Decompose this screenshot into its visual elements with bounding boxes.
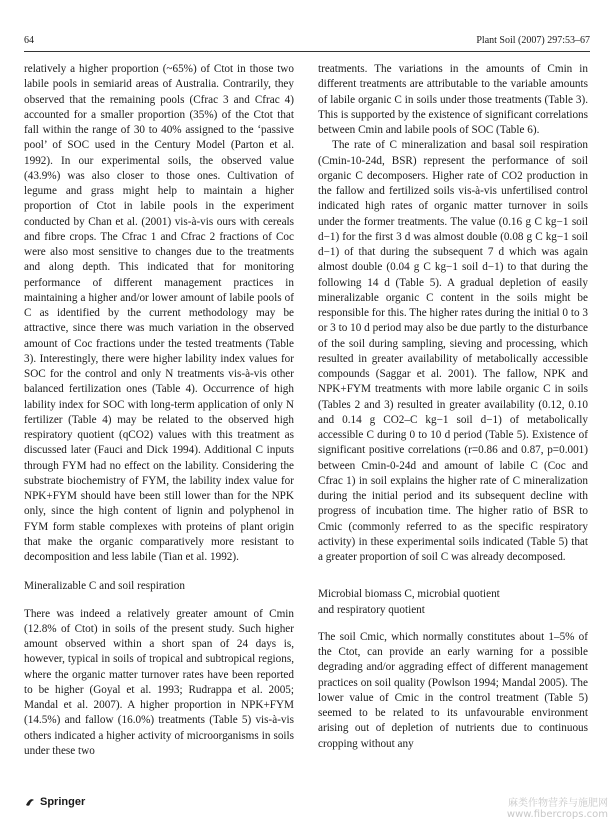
publisher-footer <box>24 796 85 808</box>
watermark-title: 麻类作物营养与施肥网 <box>508 798 608 809</box>
page-number: 64 <box>24 35 34 46</box>
section-heading: Microbial biomass C, microbial quotient <box>318 588 500 601</box>
header-rule <box>24 51 590 52</box>
section-heading: Mineralizable C and soil respiration <box>24 580 185 593</box>
section-heading: and respiratory quotient <box>318 603 425 616</box>
paragraph: There was indeed a relatively greater amount of Cmin (12.8% of Ctot) in soils of the present study. Such higher amount observed within a short span of 24 days is, however, typical in soils of tropical and subtropical regions, where the organic matter turnover rates have been reported to be higher (Goyal et al. 1993; Rudrappa et al. 2005; Mandal et al. 2007). A higher proportion in NPK+FYM (14.5%) and fallow (16.0%) treatments (Table 5) vis-à-vis others indicated a higher activity of microorganisms in soils under these two <box>24 607 294 757</box>
paragraph: The soil Cmic, which normally constitutes about 1–5% of the Ctot, can provide an early warning for a possible degrading and/or aggrading effect of different management practices on soil quality (Powlson 1994; Mandal 2005). The lower value of Cmic in the control treatment (Table 5) seemed to be related to its unfavourable environment arising out of depletion of nutrients due to continuous cropping without any <box>318 630 588 750</box>
watermark-url: www.fibercrops.com <box>506 809 608 820</box>
journal-citation: Plant Soil (2007) 297:53–67 <box>476 35 590 46</box>
left-column <box>24 62 294 759</box>
paragraph: The rate of C mineralization and basal soil respiration (Cmin-10-24d, BSR) represent the performance of soil organic C decomposers. Higher rate of CO2 production in the fallow and fertilized soils vis-à-vis unfertilised control indicated high rates of organic matter turnover in soils under the former treatments. The value (0.16 g C kg−1 soil d−1) for the first 3 d was almost double (0.08 g C kg−1 soil d−1) of that during the subsequent 7 d which was again almost double (0.04 g C kg−1 soil d−1) to that during the following 14 d (Table 5). A gradual depletion of easily mineralizable organic C content in the soils might be responsible for this. The higher rates during the initial 0 to 3 or 3 to 10 d period may also be due partly to the disturbance of the soil during sampling, sieving and processing, which resulted in greater availability of metabolically accessible compounds (Saggar et al. 2001). The fallow, NPK and NPK+FYM treatments with more labile organic C in soils (Tables 2 and 3) resulted in greater availability (0.12, 0.10 and 0.14 g CO2–C kg−1 soil d−1) of metabolically accessible C during 0 to 10 d period (Table 5). Existence of significant positive correlations (r=0.86 and 0.87, p=0.001) between Cmin-0-24d and amount of labile C (Coc and Cfrac 1) in soil explains the higher rate of C mineralization during the initial period and its subsequent decline with progress of incubation time. The higher ratio of BSR to Cmic (commonly referred to as the specific respiratory activity) in these experimental soils indicated (Table 5) that a greater proportion of soil C was already decomposed. <box>318 139 588 563</box>
paragraph: relatively a higher proportion (~65%) of Ctot in those two labile pools in semiarid areas of Australia. Contrarily, they observed that the remaining pools (Cfrac 3 and Cfrac 4) accounted for a smaller proportion (35%) of the Ctot that fall within the range of 30 to 40% assigned to the ‘passive pool’ of SOC used in the Century Model (Parton et al. 1992). In our experimental soils, the observed value (43.9%) was also closer to those ones. Cultivation of legume and grass might help to maintain a higher proportion of Ctot in labile pools in the experiment conducted by Chan et al. (2001) vis-à-vis ours with cereals and fibre crops. The Cfrac 1 and Cfrac 2 fractions of Coc were also most sensitive to changes due to the treatments and along depth. This indicated that for monitoring performance of different management practices in maintaining a higher and/or lower amount of labile pools of C as identified by the current methodology may be attractive, since there was much variation in the observed amount of Coc fractions under the tested treatments (Table 3). Interestingly, there were higher lability index values for SOC for the control and only N treatments vis-à-vis other balanced fertilization ones (Table 4). Occurrence of high lability index for SOC with long-term application of only N fertilizer (Table 4) may be related to the observed high respiratory quotient (qCO2) values with this treatment as discussed later (Fauci and Dick 1994). Additional C inputs through FYM had no effect on the lability. Considering the substrate biochemistry of FYM, the lability index value for NPK+FYM should have been still lower than for the NPK only, since the high content of lignin and polyphenol in FYM form stable complexes with proteins of plant origin that make the organic comparatively more resistant to decomposition and less labile (Tian et al. 1992). <box>24 63 294 563</box>
publisher-name: Springer <box>40 796 86 808</box>
right-column <box>318 62 588 752</box>
springer-logo-icon <box>24 796 36 808</box>
paragraph: treatments. The variations in the amounts of Cmin in different treatments are attributable to the variable amounts of labile organic C in soils under those treatments (Table 3). This is supported by the existence of significant correlations between Cmin and labile pools of SOC (Table 6). <box>318 63 588 136</box>
watermark <box>507 798 608 820</box>
